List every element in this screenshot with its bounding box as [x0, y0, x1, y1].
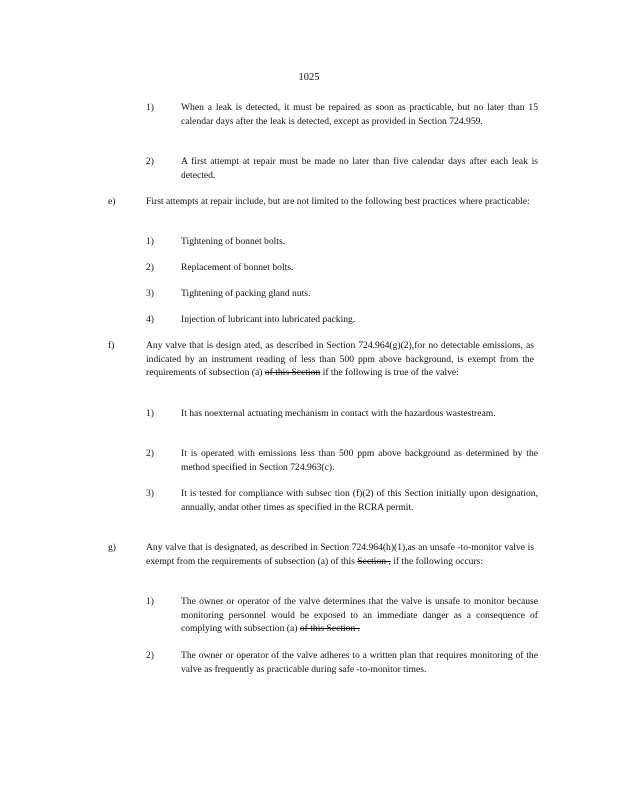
item-label: 1) — [146, 102, 154, 113]
item-label: 3) — [146, 288, 154, 299]
struck-text: of this Section — [264, 367, 321, 379]
item-label: 4) — [146, 314, 154, 325]
struck-text: Section , — [357, 555, 391, 567]
item-text: First attempts at repair include, but are not limited to the following best practices where practicable: — [146, 196, 530, 207]
item-text: When a leak is detected, it must be repaired as soon as practicable, but no later than 15 calendar days after the leak is detected, except as provided in Section 724.959. — [181, 102, 538, 127]
text-segment: if the following is true of the valve: — [320, 367, 459, 379]
item-label: 1) — [146, 596, 154, 607]
item-label: 2) — [146, 448, 154, 459]
item-text: Tightening of packing gland nuts. — [181, 288, 311, 299]
item-label: f) — [108, 340, 115, 351]
item-text: Replacement of bonnet bolts. — [181, 262, 294, 273]
item-text: It has noexternal actuating mechanism in contact with the hazardous wastestream. — [181, 408, 496, 419]
item-label: 2) — [146, 156, 154, 167]
text-segment: The owner or operator of the valve determines that the valve is unsafe to monitor because monitoring personnel would be exposed to an immediate danger as a consequence of complying with subsection (a) — [181, 596, 538, 635]
item-text: Tightening of bonnet bolts. — [181, 236, 286, 247]
item-text — [146, 339, 534, 380]
page-number: 1025 — [298, 72, 320, 83]
item-label: 3) — [146, 488, 154, 499]
item-text — [146, 541, 534, 568]
item-label: 2) — [146, 650, 154, 661]
item-label: 1) — [146, 236, 154, 247]
text-segment: Any valve that is designated, as described in Section 724.964(h)(1),as an unsafe -to-monitor valve is exempt from the requirements of subsection (a) of this — [146, 542, 534, 567]
item-label: g) — [108, 542, 116, 553]
item-label: e) — [108, 196, 116, 207]
item-label: 1) — [146, 408, 154, 419]
text-segment: if the following occurs: — [390, 555, 484, 567]
item-text: It is tested for compliance with subsec tion (f)(2) of this Section initially upon designation, annually, andat other times as specified in the RCRA permit. — [181, 488, 538, 513]
struck-text: of this Section . — [299, 623, 361, 635]
item-text: The owner or operator of the valve adheres to a written plan that requires monitoring of the valve as frequently as practicable during safe -to-monitor times. — [181, 650, 538, 675]
text-segment: Any valve that is design ated, as described in Section 724.964(g)(2),for no detectable emissions, as indicated by an instrument reading of less than 500 ppm above background, is exempt from the requirements of subsection (a) — [146, 340, 534, 379]
item-text: A first attempt at repair must be made no later than five calendar days after each leak is detected. — [181, 156, 538, 181]
item-text: Injection of lubricant into lubricated packing. — [181, 314, 356, 325]
item-label: 2) — [146, 262, 154, 273]
item-text — [181, 595, 538, 636]
item-text: It is operated with emissions less than 500 ppm above background as determined by the method specified in Section 724.963(c). — [181, 448, 538, 473]
